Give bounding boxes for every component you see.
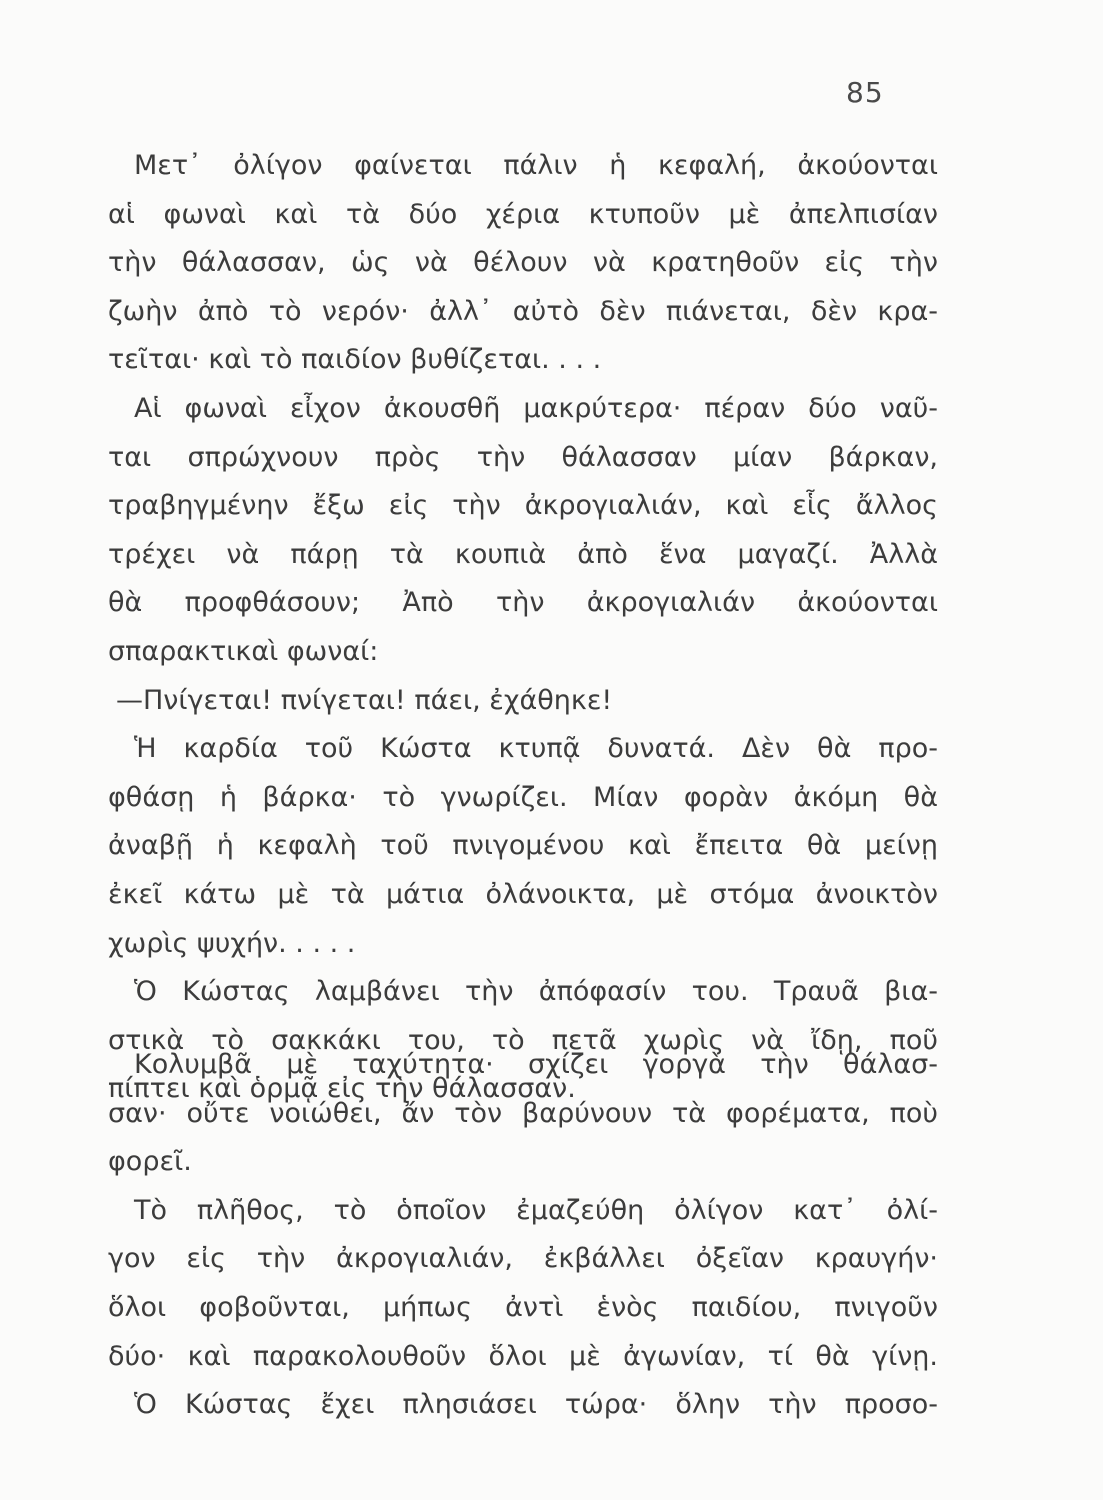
- text-line: σπαρακτικαὶ φωναί:: [108, 635, 379, 667]
- text-line: Κολυμβᾶ μὲ ταχύτητα· σχίζει γοργὰ τὴν θάλασ-: [134, 1049, 938, 1080]
- text-line: φθάσῃ ἡ βάρκα· τὸ γνωρίζει. Μίαν φορὰν ἀκόμη θὰ: [108, 781, 938, 813]
- text-line: ἐκεῖ κάτω μὲ τὰ μάτια ὀλάνοικτα, μὲ στόμα ἀνοικτὸν: [108, 878, 938, 910]
- text-line: φορεῖ.: [108, 1146, 192, 1178]
- text-line: ζωὴν ἀπὸ τὸ νερόν· ἀλλ᾽ αὐτὸ δὲν πιάνεται, δὲν κρα-: [108, 295, 938, 327]
- text-line: πίπτει καὶ ὁρμᾷ εἰς τὴν θάλασσαν.: [108, 1073, 576, 1105]
- text-line: στικὰ τὸ σακκάκι του, τὸ πετᾶ χωρὶς νὰ ἴδῃ, ποῦ: [108, 1024, 938, 1056]
- text-line: Αἱ φωναὶ εἶχον ἀκουσθῆ μακρύτερα· πέραν δύο ναῦ-: [134, 392, 938, 424]
- text-line: ται σπρώχνουν πρὸς τὴν θάλασσαν μίαν βάρκαν,: [108, 441, 938, 473]
- text-line: χωρὶς ψυχήν. . . . .: [108, 927, 356, 959]
- text-line: Ὁ Κώστας ἔχει πλησιάσει τώρα· ὅλην τὴν προσο-: [134, 1389, 938, 1421]
- text-line: τρέχει νὰ πάρῃ τὰ κουπιὰ ἀπὸ ἕνα μαγαζί. Ἀλλὰ: [108, 538, 938, 570]
- text-line: αἱ φωναὶ καὶ τὰ δύο χέρια κτυποῦν μὲ ἀπελπισίαν: [108, 198, 938, 230]
- text-line: τὴν θάλασσαν, ὡς νὰ θέλουν νὰ κρατηθοῦν εἰς τὴν: [108, 247, 938, 279]
- text-line: θὰ προφθάσουν; Ἀπὸ τὴν ἀκρογιαλιάν ἀκούονται: [108, 587, 938, 619]
- text-line: Μετ᾽ ὀλίγον φαίνεται πάλιν ἡ κεφαλή, ἀκούονται: [134, 150, 938, 181]
- text-line: γον εἰς τὴν ἀκρογιαλιάν, ἐκβάλλει ὀξεῖαν κραυγήν·: [108, 1243, 938, 1275]
- text-line: Ἡ καρδία τοῦ Κώστα κτυπᾷ δυνατά. Δὲν θὰ προ-: [134, 733, 938, 765]
- text-line: δύο· καὶ παρακολουθοῦν ὅλοι μὲ ἀγωνίαν, τί θὰ γίνῃ.: [108, 1340, 938, 1372]
- text-line: σαν· οὔτε νοιώθει, ἄν τὸν βαρύνουν τὰ φορέματα, ποὺ: [108, 1097, 938, 1129]
- text-line: τεῖται· καὶ τὸ παιδίον βυθίζεται. . . .: [108, 344, 602, 376]
- text-section-2: [108, 1041, 938, 1430]
- page-number: 85: [846, 76, 884, 109]
- text-line: ἀναβῇ ἡ κεφαλὴ τοῦ πνιγομένου καὶ ἔπειτα θὰ μείνῃ: [108, 830, 938, 862]
- text-line: ὅλοι φοβοῦνται, μήπως ἀντὶ ἑνὸς παιδίου, πνιγοῦν: [108, 1291, 938, 1323]
- text-line: τραβηγμένην ἔξω εἰς τὴν ἀκρογιαλιάν, καὶ εἷς ἄλλος: [108, 490, 938, 522]
- text-line: Τὸ πλῆθος, τὸ ὁποῖον ἐμαζεύθη ὀλίγον κατ᾽ ὀλί-: [134, 1194, 938, 1226]
- text-section-1: [108, 142, 938, 1114]
- text-line: Ὁ Κώστας λαμβάνει τὴν ἀπόφασίν του. Τραυᾶ βια-: [134, 976, 938, 1008]
- text-line: —Πνίγεται! πνίγεται! πάει, ἐχάθηκε!: [116, 684, 613, 716]
